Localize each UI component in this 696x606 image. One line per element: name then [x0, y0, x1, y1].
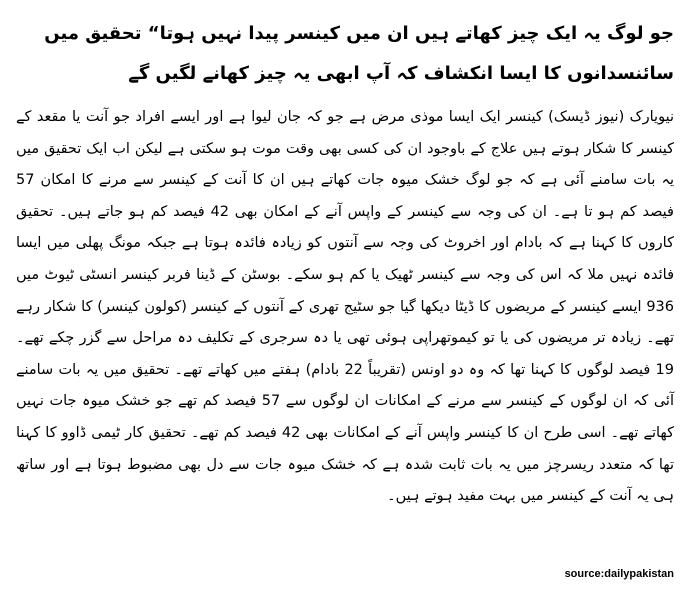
article-body: نیویارک (نیوز ڈیسک) کینسر ایک ایسا موذی مرض ہے جو کہ جان لیوا ہے اور ایسے افراد جو آنت یا مقعد کے کینسر کا شکار ہوتے ہیں علاج کے باوجود ان کی کسی بھی وقت موت ہو سکتی ہے لیکن اب ایک تحقیق میں یہ بات سامنے آئی ہے کہ جو لوگ خشک میوہ جات کھاتے ہیں ان کا آنت کے کینسر سے مرنے کا امکان 57 فیصد کم ہو تا ہے۔ ان کی وجہ سے کینسر کے واپس آنے کے امکان بھی 42 فیصد کم ہو جاتے ہیں۔ تحقیق کاروں کا کہنا ہے کہ بادام اور اخروٹ کی وجہ سے آنتوں کو زیادہ فائدہ ہوتا ہے جبکہ مونگ پھلی میں ایسا فائدہ نہیں ملا کہ اس کی وجہ سے کینسر ٹھیک یا کم ہو سکے۔ بوسٹن کے ڈینا فربر کینسر انسٹی ٹیوٹ میں 936 ایسے کینسر کے مریضوں کا ڈیٹا دیکھا گیا جو سٹیج تھری کے آنتوں کے کینسر (کولون کینسر) کا شکار رہے تھے۔ زیادہ تر مریضوں کی یا تو کیموتھراپی ہوئی تھی یا دہ سرجری کے تکلیف دہ مراحل سے گزر چکے تھے۔ 19 فیصد لوگوں کا کہنا تھا کہ وہ دو اونس (تقریباً 22 بادام) ہفتے میں کھاتے تھے۔ تحقیق میں یہ بات سامنے آئی کہ ان لوگوں کے کینسر سے مرنے کے امکانات ان لوگوں سے 57 فیصد کم تھے جو خشک میوہ جات نہیں کھاتے تھے۔ اسی طرح ان کا کینسر واپس آنے کے امکانات بھی 42 فیصد کم تھے۔ تحقیق کار ٹیمی ڈاوو کا کہنا تھا کہ متعدد ریسرچز میں یہ بات ثابت شدہ ہے کہ خشک میوہ جات سے دل بھی مضبوط ہوتا ہے اور ساتھ ہی یہ آنت کے کینسر میں بہت مفید ہوتے ہیں۔ — [16, 109, 674, 505]
article-headline: جو لوگ یہ ایک چیز کھاتے ہیں ان میں کینسر پیدا نہیں ہوتا“ تحقیق میں سائنسدانوں کا ایسا انکشاف کہ آپ ابھی یہ چیز کھانے لگیں گے — [44, 23, 674, 84]
source-credit: source:dailypakistan — [564, 568, 674, 580]
